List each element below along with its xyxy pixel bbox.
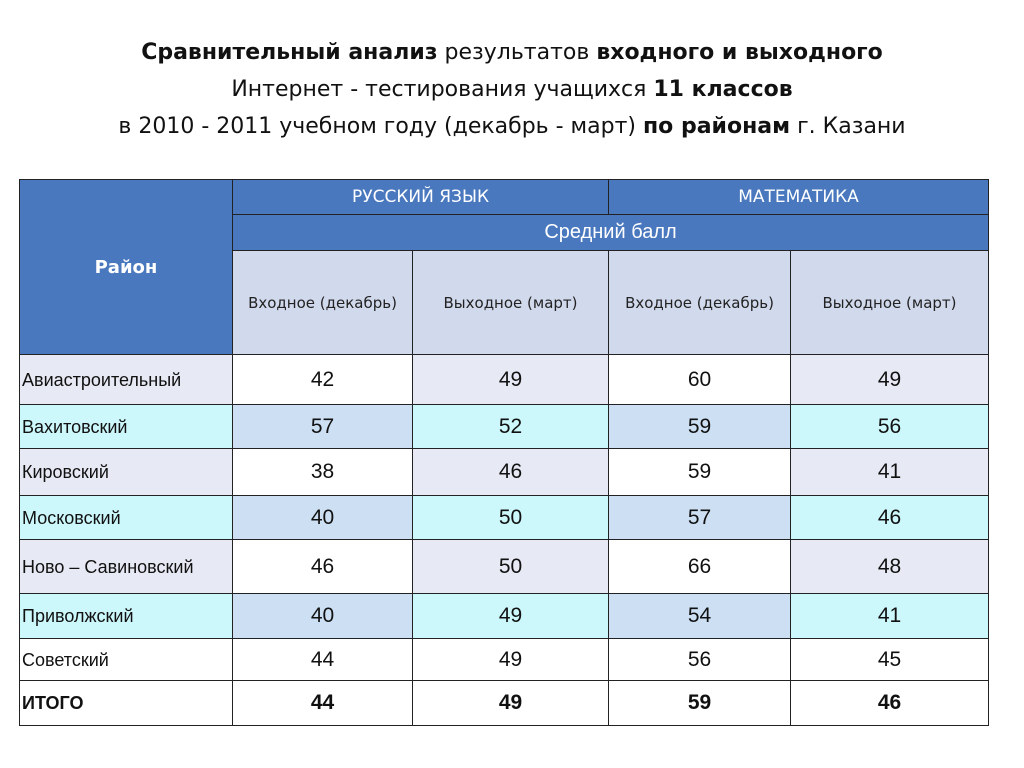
district-name: Ново – Савиновский — [20, 540, 233, 594]
score-cell: 56 — [609, 639, 791, 681]
title-line-1: Сравнительный анализ результатов входного и выходного — [141, 40, 883, 65]
results-table — [19, 179, 989, 726]
total-score-cell: 44 — [233, 681, 413, 726]
total-score-cell: 49 — [413, 681, 609, 726]
score-cell: 49 — [413, 639, 609, 681]
total-score-cell: 46 — [791, 681, 989, 726]
score-cell: 46 — [791, 496, 989, 540]
title-line-2: Интернет - тестирования учащихся 11 классов — [231, 77, 793, 102]
score-cell: 41 — [791, 594, 989, 639]
col-header: Выходное (март) — [791, 251, 989, 355]
score-cell: 41 — [791, 449, 989, 496]
total-label: ИТОГО — [20, 681, 233, 726]
score-cell: 59 — [609, 405, 791, 449]
score-cell: 59 — [609, 449, 791, 496]
table-row — [20, 639, 989, 681]
score-cell: 46 — [413, 449, 609, 496]
table-row — [20, 496, 989, 540]
title-line-3: в 2010 - 2011 учебном году (декабрь - март) по районам г. Казани — [118, 114, 906, 139]
score-cell: 56 — [791, 405, 989, 449]
col-header: Входное (декабрь) — [233, 251, 413, 355]
score-cell: 40 — [233, 496, 413, 540]
score-cell: 49 — [791, 355, 989, 405]
score-cell: 50 — [413, 540, 609, 594]
score-cell: 49 — [413, 594, 609, 639]
score-cell: 42 — [233, 355, 413, 405]
table-row — [20, 449, 989, 496]
score-cell: 40 — [233, 594, 413, 639]
district-name: Приволжский — [20, 594, 233, 639]
score-cell: 50 — [413, 496, 609, 540]
district-name: Советский — [20, 639, 233, 681]
score-cell: 49 — [413, 355, 609, 405]
subject-header-russian: РУССКИЙ ЯЗЫК — [233, 180, 609, 215]
district-name: Московский — [20, 496, 233, 540]
score-cell: 38 — [233, 449, 413, 496]
score-cell: 54 — [609, 594, 791, 639]
score-cell: 66 — [609, 540, 791, 594]
score-cell: 48 — [791, 540, 989, 594]
score-cell: 44 — [233, 639, 413, 681]
total-score-cell: 59 — [609, 681, 791, 726]
table-row — [20, 355, 989, 405]
score-cell: 57 — [609, 496, 791, 540]
table-row — [20, 594, 989, 639]
district-name: Авиастроительный — [20, 355, 233, 405]
score-cell: 45 — [791, 639, 989, 681]
total-row — [20, 681, 989, 726]
col-header: Входное (декабрь) — [609, 251, 791, 355]
score-cell: 52 — [413, 405, 609, 449]
district-header: Район — [20, 180, 233, 355]
table-row — [20, 405, 989, 449]
score-cell: 60 — [609, 355, 791, 405]
score-cell: 57 — [233, 405, 413, 449]
table-row — [20, 540, 989, 594]
subject-header-math: МАТЕМАТИКА — [609, 180, 989, 215]
district-name: Вахитовский — [20, 405, 233, 449]
col-header: Выходное (март) — [413, 251, 609, 355]
district-name: Кировский — [20, 449, 233, 496]
average-score-header: Средний балл — [233, 215, 989, 251]
page-title — [0, 34, 1024, 145]
score-cell: 46 — [233, 540, 413, 594]
